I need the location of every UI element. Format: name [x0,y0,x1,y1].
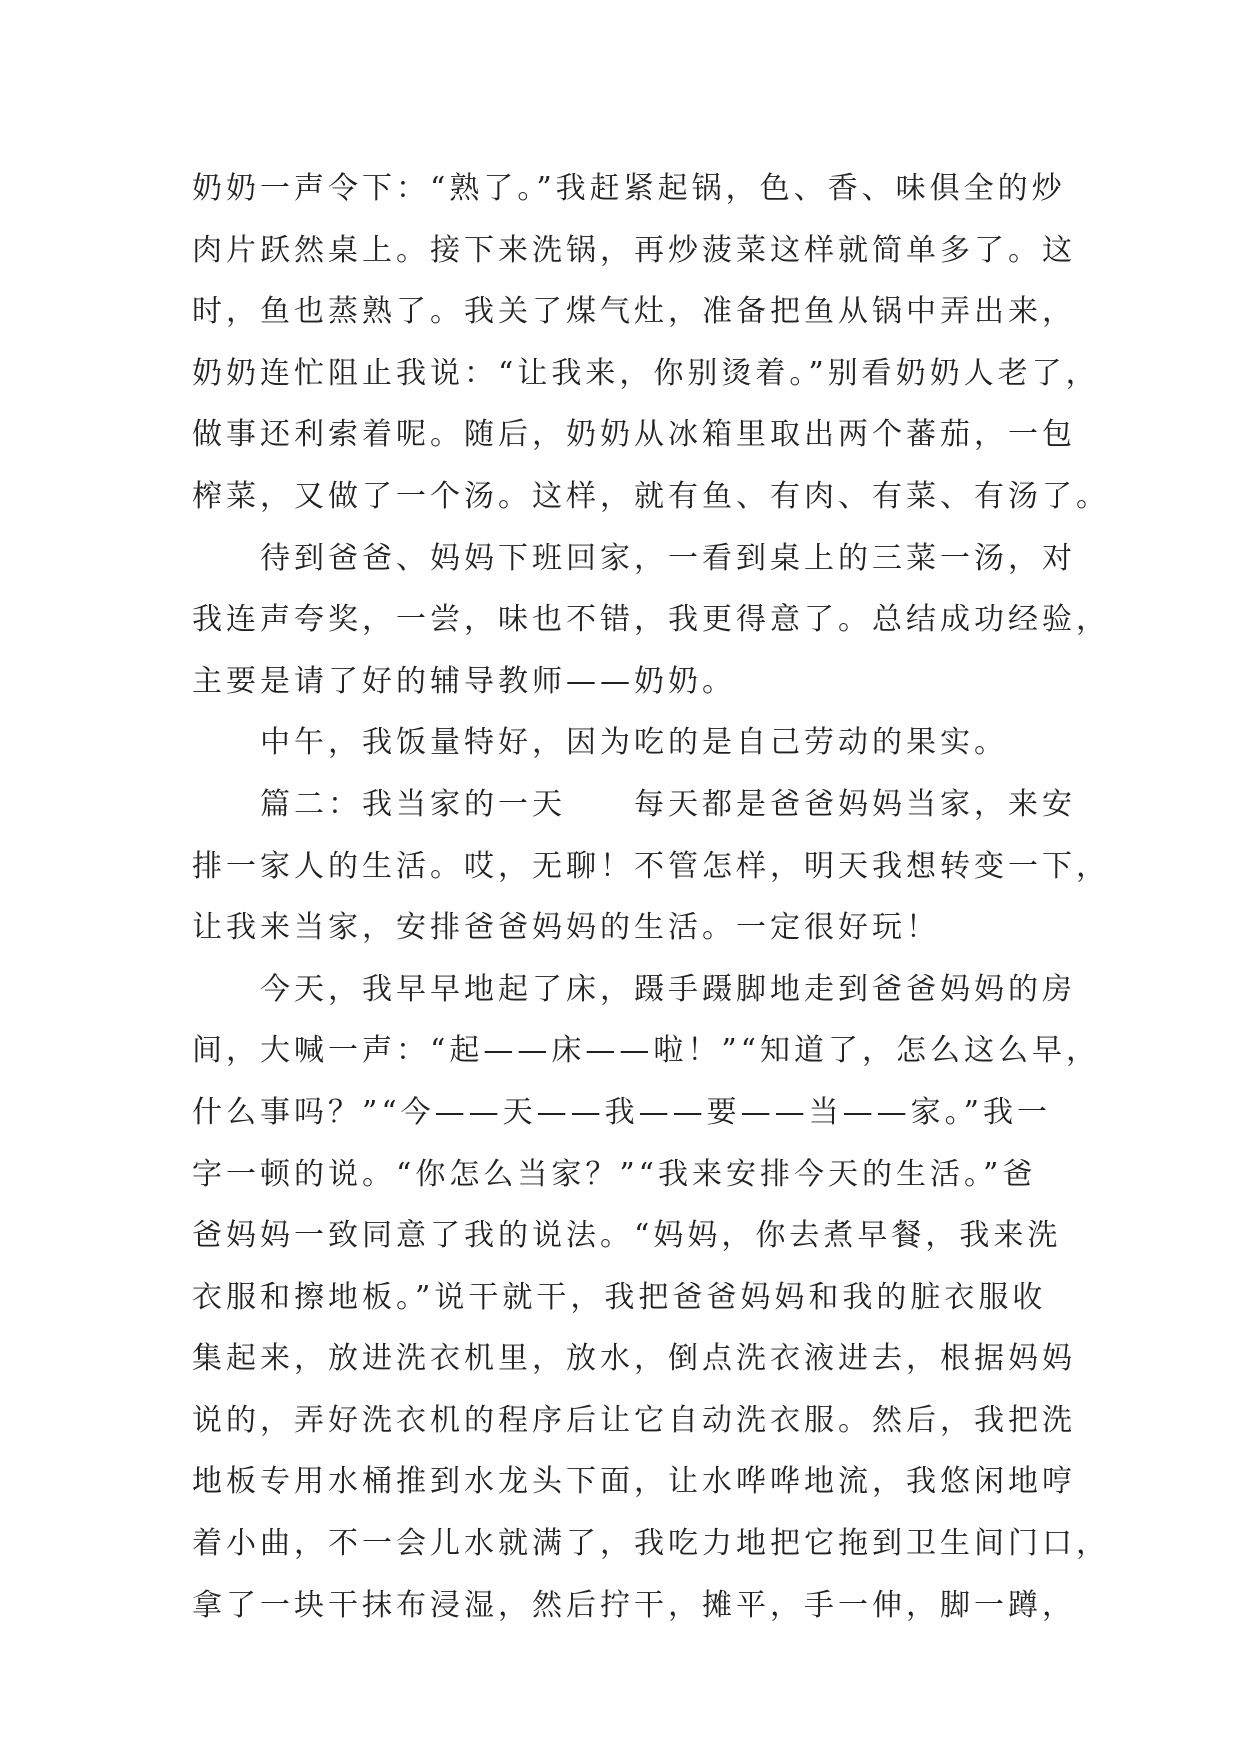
text-line: 集起来，放进洗衣机里，放水，倒点洗衣液进去，根据妈妈 [192,1341,1076,1377]
text-line: 拿了一块干抹布浸湿，然后拧干，摊平，手一伸，脚一蹲， [192,1587,1076,1623]
text-line: 衣服和擦地板。”说干就干，我把爸爸妈妈和我的脏衣服收 [192,1279,1047,1315]
text-line: 地板专用水桶推到水龙头下面，让水哗哗地流，我悠闲地哼 [192,1464,1076,1500]
essay-body [192,158,1110,1636]
text-line: 时，鱼也蒸熟了。我关了煤气灶，准备把鱼从锅中弄出来， [192,294,1076,330]
text-line: 待到爸爸、妈妈下班回家，一看到桌上的三菜一汤，对 [260,540,1076,576]
text-line: 爸妈妈一致同意了我的说法。“妈妈，你去煮早餐，我来洗 [192,1218,1062,1254]
text-line: 肉片跃然桌上。接下来洗锅，再炒菠菜这样就简单多了。这 [192,232,1076,268]
text-line: 让我来当家，安排爸爸妈妈的生活。一定很好玩！ [192,910,940,946]
text-line: 说的，弄好洗衣机的程序后让它自动洗衣服。然后，我把洗 [192,1402,1076,1438]
text-line: 什么事吗？”“今——天——我——要——当——家。”我一 [192,1094,1052,1130]
text-line: 排一家人的生活。哎，无聊！不管怎样，明天我想转变一下， [192,848,1110,884]
text-line: 奶奶一声令下：“熟了。”我赶紧起锅，色、香、味俱全的炒 [192,171,1066,206]
text-line: 奶奶连忙阻止我说：“让我来，你别烫着。”别看奶奶人老了， [192,355,1100,391]
text-line: 我连声夸奖，一尝，味也不错，我更得意了。总结成功经验， [192,602,1110,638]
text-line: 间，大喊一声：“起——床——啦！”“知道了，怎么这么早， [192,1033,1101,1069]
text-line: 榨菜，又做了一个汤。这样，就有鱼、有肉、有菜、有汤了。 [192,478,1110,514]
text-line: 做事还利索着呢。随后，奶奶从冰箱里取出两个蕃茄，一包 [192,417,1076,453]
text-line: 主要是请了好的辅导教师——奶奶。 [192,663,736,699]
text-line: 中午，我饭量特好，因为吃的是自己劳动的果实。 [260,725,1008,761]
text-line: 着小曲，不一会儿水就满了，我吃力地把它拖到卫生间门口， [192,1526,1110,1562]
text-line: 字一顿的说。“你怎么当家？”“我来安排今天的生活。”爸 [192,1156,1037,1192]
text-line: 篇二：我当家的一天 每天都是爸爸妈妈当家，来安 [260,786,1076,822]
text-line: 今天，我早早地起了床，蹑手蹑脚地走到爸爸妈妈的房 [260,971,1076,1007]
